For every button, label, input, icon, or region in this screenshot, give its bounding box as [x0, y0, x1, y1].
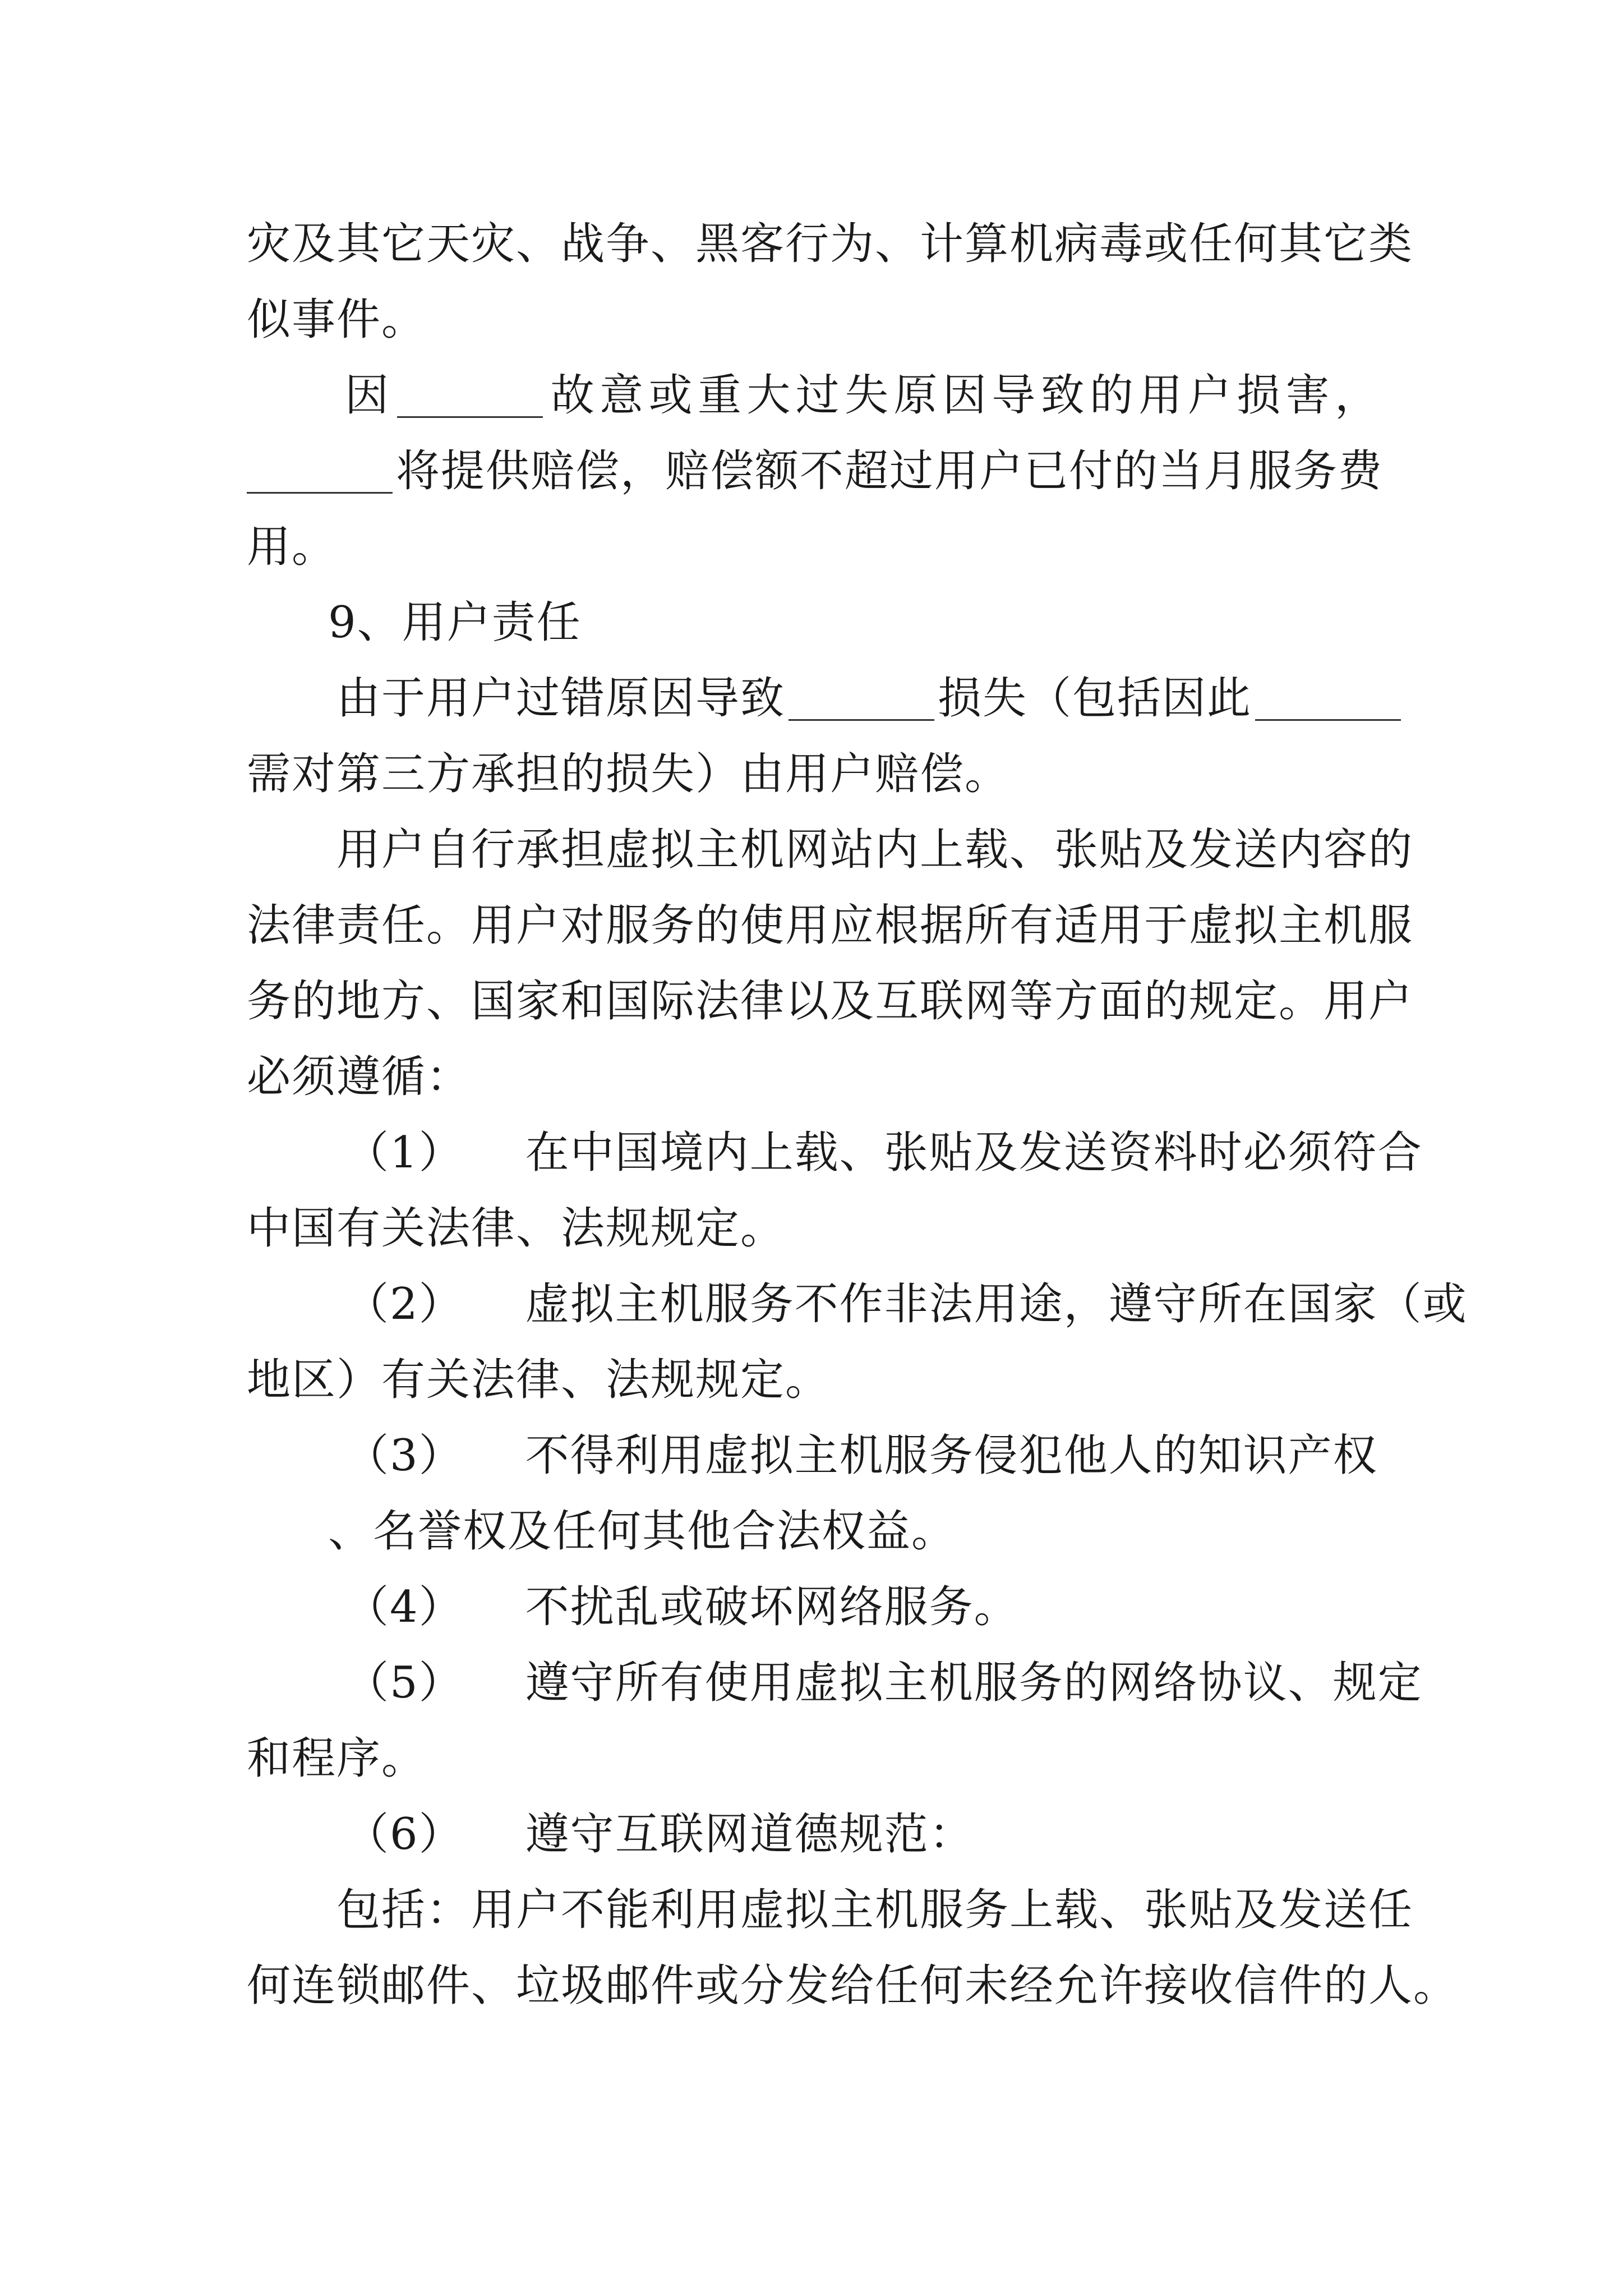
text-span: 地区）有关法律、法规规定。	[247, 1355, 831, 1405]
list-number: （3）	[345, 1430, 464, 1481]
text-span: 遵守所有使用虚拟主机服务的网络协议、规定	[525, 1658, 1423, 1708]
paragraph-line	[247, 443, 1384, 499]
text-span: 包括：用户不能利用虚拟主机服务上载、张贴及发送任	[336, 1885, 1414, 1935]
text-span: 不得利用虚拟主机服务侵犯他人的知识产权	[525, 1430, 1378, 1481]
text-span: 法律责任。用户对服务的使用应根据所有适用于虚拟主机服	[247, 900, 1414, 951]
paragraph-line	[247, 292, 426, 348]
text-span: 灾及其它天灾、战争、黑客行为、计算机病毒或任何其它类	[247, 219, 1414, 269]
text-span: 9、用户责任	[328, 597, 582, 648]
list-item-line	[345, 1806, 974, 1862]
paragraph-line	[247, 1200, 785, 1257]
paragraph-line	[328, 1503, 956, 1559]
paragraph-line	[247, 1731, 426, 1787]
paragraph-line	[336, 822, 1414, 878]
text-span: 因	[345, 370, 394, 421]
list-item-line	[345, 1428, 1378, 1484]
text-span: 将提供赔偿，赔偿额不超过用户已付的当月服务费	[396, 446, 1384, 496]
fill-in-blank[interactable]	[247, 490, 393, 494]
text-span: 损失（包括因此	[938, 673, 1252, 724]
paragraph-line	[336, 1882, 1414, 1938]
list-number: （2）	[345, 1279, 464, 1329]
list-number: （5）	[345, 1658, 464, 1708]
list-number: （6）	[345, 1809, 464, 1860]
paragraph-line	[247, 1352, 830, 1408]
text-span: 需对第三方承担的损失）由用户赔偿。	[247, 749, 1010, 799]
paragraph-line	[247, 1049, 471, 1105]
text-span: 遵守互联网道德规范：	[525, 1809, 974, 1860]
text-span: 用户自行承担虚拟主机网站内上载、张贴及发送内容的	[336, 825, 1414, 875]
text-span: 不扰乱或破坏网络服务。	[525, 1582, 1019, 1632]
text-span: 由于用户过错原因导致	[336, 673, 786, 724]
fill-in-blank[interactable]	[397, 414, 543, 418]
text-span: 何连锁邮件、垃圾邮件或分发给任何未经允许接收信件的人。	[247, 1961, 1459, 2011]
paragraph-line	[247, 1958, 1459, 2014]
fill-in-blank[interactable]	[1255, 717, 1401, 721]
list-number: （1）	[345, 1128, 464, 1178]
fill-in-blank[interactable]	[789, 717, 934, 721]
paragraph-line	[247, 746, 1009, 802]
text-span: 故意或重大过失原因导致的用户损害，	[546, 370, 1380, 421]
paragraph-line	[247, 519, 336, 575]
paragraph-line	[247, 973, 1414, 1029]
list-number: （4）	[345, 1582, 464, 1632]
text-span: 中国有关法律、法规规定。	[247, 1203, 786, 1254]
text-span: 在中国境内上载、张贴及发送资料时必须符合	[525, 1128, 1423, 1178]
text-span: 虚拟主机服务不作非法用途，遵守所在国家（或	[525, 1279, 1468, 1329]
text-span: 用。	[247, 522, 337, 572]
paragraph-line	[247, 898, 1414, 954]
paragraph-line	[336, 670, 1380, 726]
section-heading	[328, 595, 582, 651]
text-span: 必须遵循：	[247, 1052, 472, 1102]
text-span: 似事件。	[247, 295, 427, 345]
text-span: 务的地方、国家和国际法律以及互联网等方面的规定。用户	[247, 976, 1414, 1027]
list-item-line	[345, 1276, 1468, 1332]
list-item-line	[345, 1655, 1423, 1711]
list-item-line	[345, 1579, 1019, 1635]
text-span: 、名誉权及任何其他合法权益。	[328, 1506, 957, 1557]
text-span: 和程序。	[247, 1733, 427, 1784]
list-item-line	[345, 1125, 1423, 1181]
paragraph-line	[345, 367, 1380, 424]
paragraph-line	[247, 216, 1414, 272]
